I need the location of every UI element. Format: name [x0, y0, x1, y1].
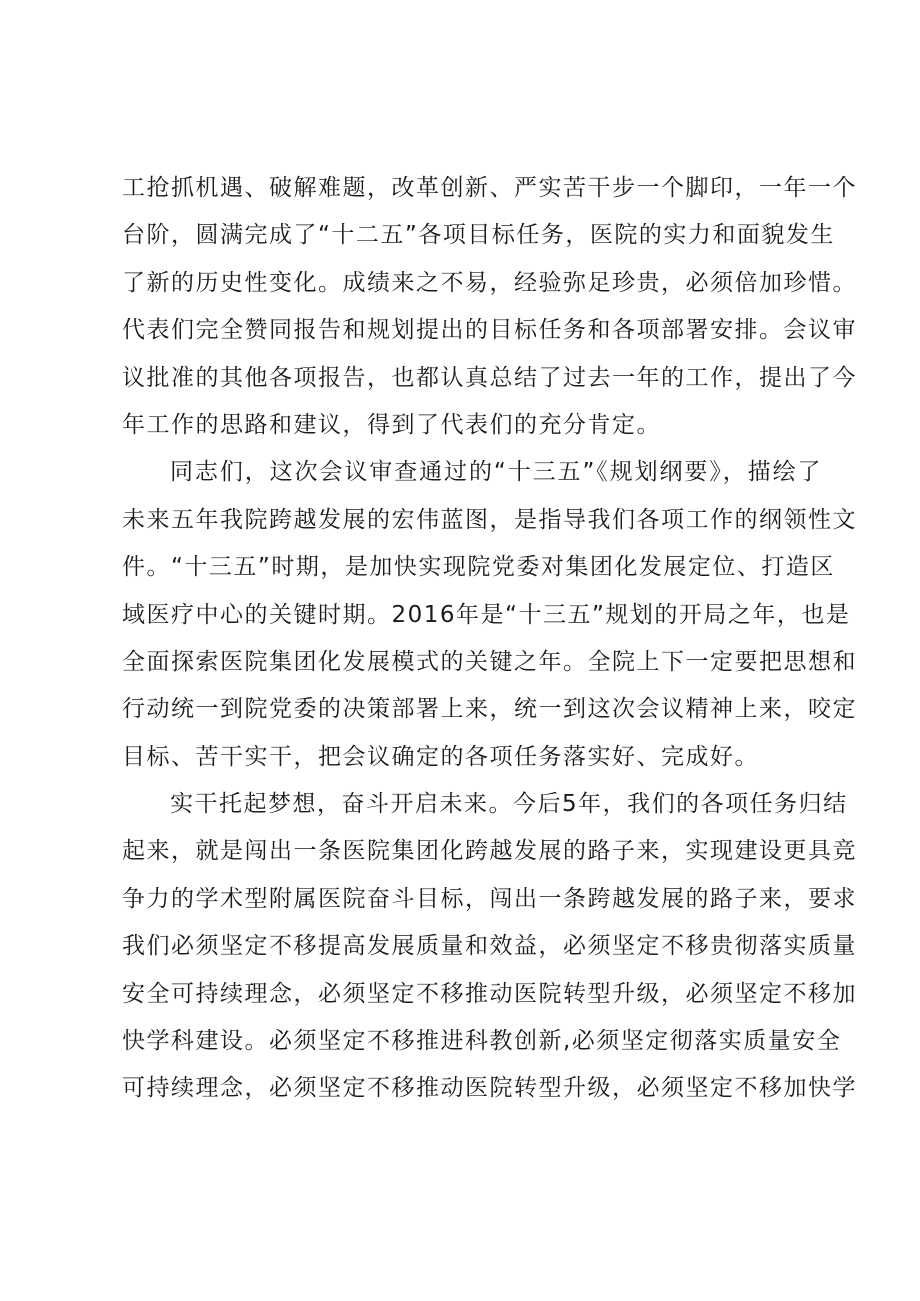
- text-line: 未来五年我院跨越发展的宏伟蓝图，是指导我们各项工作的纲领性文: [122, 506, 857, 533]
- text-line: 全面探索医院集团化发展模式的关键之年。全院上下一定要把思想和: [122, 648, 857, 675]
- text-line: 议批准的其他各项报告，也都认真总结了过去一年的工作，提出了今: [122, 364, 857, 391]
- text-line: 件。“十三五”时期，是加快实现院党委对集团化发展定位、打造区: [122, 554, 835, 581]
- text-line: 目标、苦干实干，把会议确定的各项任务落实好、完成好。: [122, 743, 759, 770]
- text-line: 实干托起梦想，奋斗开启未来。今后5年，我们的各项任务归结: [170, 791, 848, 818]
- text-line: 可持续理念，必须坚定不移推动医院转型升级，必须坚定不移加快学: [122, 1075, 857, 1102]
- text-line: 工抢抓机遇、破解难题，改革创新、严实苦干步一个脚印，一年一个: [122, 175, 857, 201]
- text-line: 起来，就是闯出一条医院集团化跨越发展的路子来，实现建设更具竞: [122, 838, 857, 865]
- text-line: 了新的历史性变化。成绩来之不易，经验弥足珍贵，必须倍加珍惜。: [122, 269, 857, 296]
- text-line: 年工作的思路和建议，得到了代表们的充分肯定。: [122, 411, 661, 438]
- text-line: 台阶，圆满完成了“十二五”各项目标任务，医院的实力和面貌发生: [122, 222, 835, 249]
- text-line: 同志们，这次会议审查通过的“十三五”《规划纲要》，描绘了: [170, 459, 822, 486]
- text-line: 安全可持续理念，必须坚定不移推动医院转型升级，必须坚定不移加: [122, 980, 857, 1007]
- paragraph-1: [122, 165, 857, 449]
- paragraph-3: [122, 781, 857, 1113]
- text-line: 代表们完全赞同报告和规划提出的目标任务和各项部署安排。会议审: [122, 317, 857, 344]
- body-text: [122, 165, 857, 1113]
- paragraph-2: [122, 449, 857, 781]
- text-line: 行动统一到院党委的决策部署上来，统一到这次会议精神上来，咬定: [122, 696, 857, 723]
- text-line: 争力的学术型附属医院奋斗目标，闯出一条跨越发展的路子来，要求: [122, 885, 857, 912]
- text-line: 我们必须坚定不移提高发展质量和效益，必须坚定不移贵彻落实质量: [122, 933, 857, 960]
- text-line: 快学科建设。必须坚定不移推进科教创新,必须坚定彻落实质量安全: [122, 1028, 842, 1055]
- text-line: 域医疗中心的关键时期。2016年是“十三五”规划的开局之年，也是: [122, 601, 851, 628]
